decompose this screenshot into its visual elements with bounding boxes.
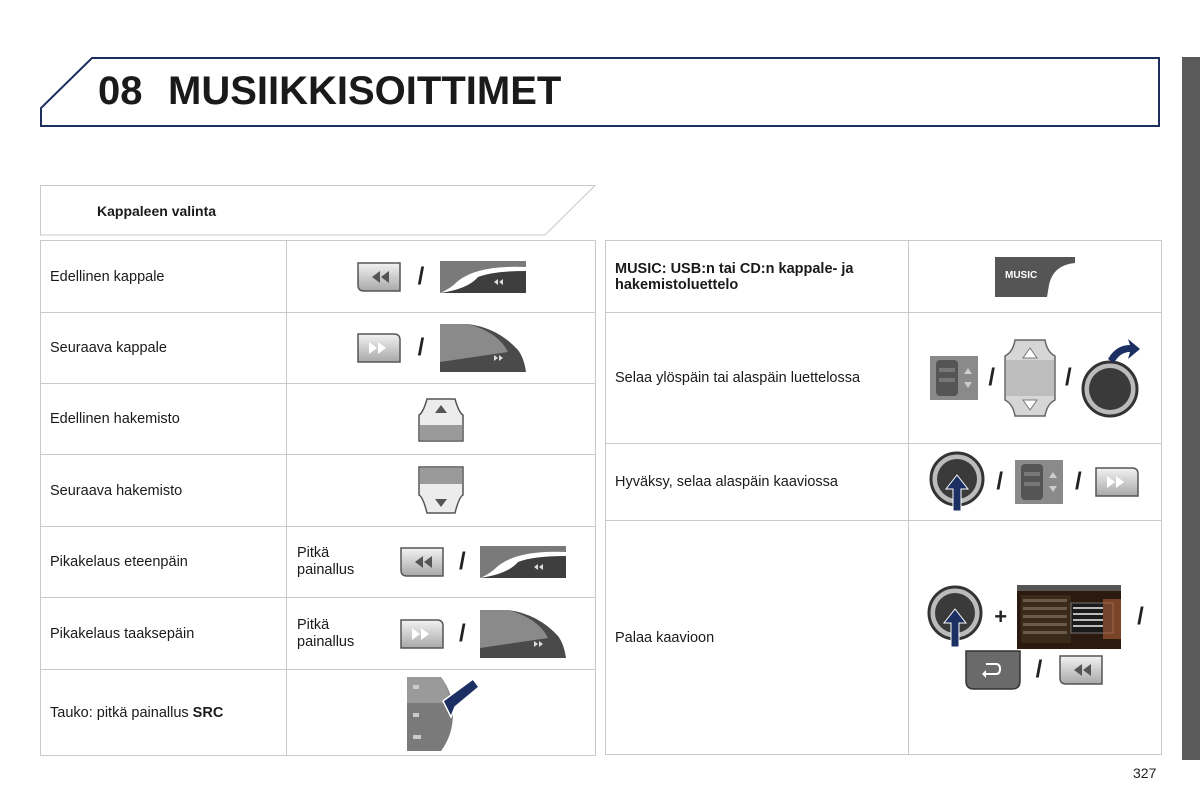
rewind-button-icon[interactable] — [354, 259, 404, 295]
press-type-label: Pitkä painallus — [297, 545, 355, 578]
section-title: Kappaleen valinta — [97, 203, 217, 219]
row-icons — [287, 455, 596, 527]
chapter-title: MUSIIKKISOITTIMET — [168, 69, 562, 113]
rewind-button-icon[interactable] — [1056, 652, 1106, 688]
separator-slash: / — [996, 468, 1003, 495]
section-tab — [40, 185, 596, 237]
music-button-label: MUSIC — [1005, 269, 1038, 281]
row-icons — [909, 521, 1162, 755]
steering-control-rewind-icon[interactable] — [438, 259, 528, 295]
steering-src-button-icon[interactable] — [401, 673, 481, 753]
scroll-wheel-icon[interactable] — [1013, 458, 1065, 506]
table-row — [41, 313, 596, 384]
row-label: Pikakelaus taaksepäin — [41, 598, 287, 670]
rotary-knob-press-icon[interactable] — [928, 451, 986, 513]
row-icons — [909, 313, 1162, 444]
chapter-number: 08 — [98, 69, 143, 113]
row-icons — [287, 670, 596, 756]
up-down-button-icon[interactable] — [1003, 338, 1057, 418]
row-label: Seuraava hakemisto — [41, 455, 287, 527]
separator-slash: / — [988, 364, 995, 391]
row-label: Hyväksy, selaa alaspäin kaaviossa — [606, 444, 909, 521]
scroll-wheel-icon[interactable] — [928, 354, 980, 402]
table-row — [41, 527, 596, 598]
steering-control-rewind-icon[interactable] — [478, 544, 568, 580]
table-row — [41, 241, 596, 313]
row-label: Seuraava kappale — [41, 313, 287, 384]
row-icons — [287, 598, 596, 670]
row-icons — [287, 241, 596, 313]
row-icons — [909, 444, 1162, 521]
chapter-header — [40, 57, 1160, 127]
back-button-icon[interactable] — [964, 649, 1022, 691]
steering-control-forward-icon[interactable] — [478, 608, 568, 660]
row-label: Edellinen hakemisto — [41, 384, 287, 455]
table-row — [41, 670, 596, 756]
table-row — [41, 384, 596, 455]
table-row — [41, 455, 596, 527]
separator-slash: / — [417, 262, 425, 290]
separator-slash: / — [459, 548, 466, 575]
steering-control-forward-icon[interactable] — [438, 322, 528, 374]
menu-screen-icon — [1017, 585, 1121, 649]
plus-sign: + — [994, 603, 1008, 629]
separator-slash: / — [1075, 468, 1082, 495]
row-label: Pikakelaus eteenpäin — [41, 527, 287, 598]
folder-up-button-icon[interactable] — [415, 395, 467, 443]
separator-slash: / — [459, 619, 466, 647]
row-icons — [287, 384, 596, 455]
rotary-knob-turn-icon[interactable] — [1080, 337, 1142, 419]
separator-slash: / — [1137, 602, 1144, 630]
left-controls-table — [40, 240, 596, 756]
separator-slash: / — [1065, 364, 1072, 391]
folder-down-button-icon[interactable] — [415, 465, 467, 517]
press-type-label: Pitkä painallus — [297, 616, 355, 650]
fast-forward-button-icon[interactable] — [397, 616, 447, 652]
table-row — [606, 521, 1162, 755]
right-controls-table — [605, 240, 1162, 755]
row-label: Selaa ylöspäin tai alaspäin luettelossa — [606, 313, 909, 444]
fast-forward-button-icon[interactable] — [1092, 464, 1142, 500]
row-icons — [909, 241, 1162, 313]
row-label: MUSIC: USB:n tai CD:n kappale- ja hakemistoluettelo — [606, 241, 909, 313]
row-label: Edellinen kappale — [41, 241, 287, 313]
table-row — [606, 313, 1162, 444]
table-row — [41, 598, 596, 670]
table-row — [606, 444, 1162, 521]
fast-forward-button-icon[interactable] — [354, 330, 404, 366]
rewind-button-icon[interactable] — [397, 544, 447, 580]
page-number: 327 — [1133, 765, 1157, 781]
row-label: Palaa kaavioon — [606, 521, 909, 755]
row-icons — [287, 527, 596, 598]
separator-slash: / — [417, 334, 425, 361]
side-tab-bar — [1182, 57, 1200, 760]
rotary-knob-press-icon[interactable] — [926, 585, 984, 649]
table-row — [606, 241, 1162, 313]
row-label: Tauko: pitkä painallus SRC — [41, 670, 287, 756]
music-button[interactable] — [993, 255, 1077, 299]
separator-slash: / — [1035, 655, 1043, 683]
row-icons — [287, 313, 596, 384]
